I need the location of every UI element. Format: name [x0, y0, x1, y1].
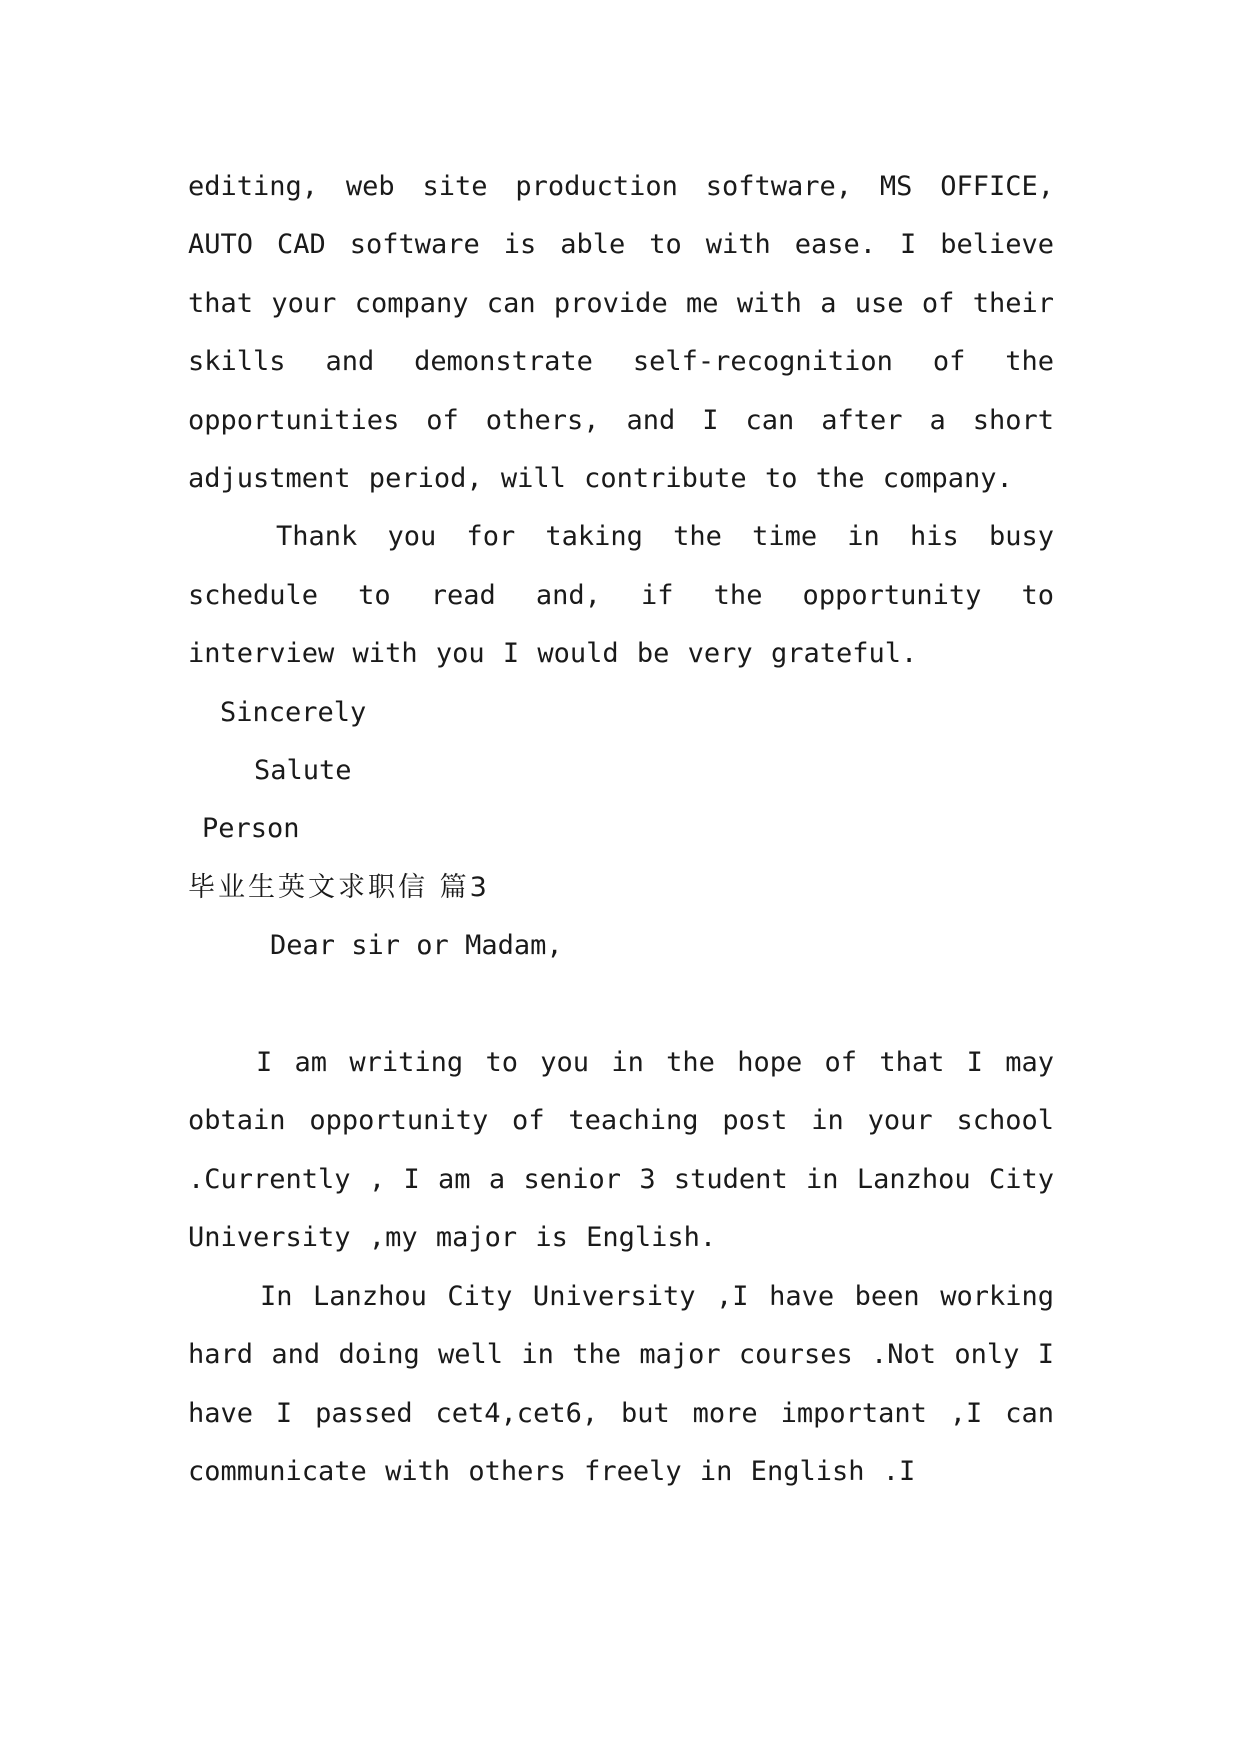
paragraph-intro: I am writing to you in the hope of that I may obtain opportunity of teaching post in your school .Currently , I am a senior 3 student in Lanzhou City University ,my major is English.: [188, 1047, 1054, 1254]
blank-line: [188, 976, 1054, 1034]
paragraph-thanks: Thank you for taking the time in his busy schedule to read and, if the opportunity to interview with you I would be very grateful.: [188, 521, 1054, 670]
document-body: [188, 158, 1054, 1501]
closing-sincerely: Sincerely: [220, 696, 367, 728]
paragraph-study: In Lanzhou City University ,I have been working hard and doing well in the major courses .Not only I have I passed cet4,cet6, but more important ,I can communicate with others freely in English .I: [188, 1280, 1054, 1487]
closing-salute: Salute: [254, 755, 352, 787]
paragraph-continuation: editing, web site production software, MS OFFICE, AUTO CAD software is able to with ease. I believe that your company can provide me with a use of their skills and demonstrate self-recognition of the opportunities of others, and I can after a short adjustment period, will contribute to the company.: [188, 171, 1054, 495]
letter-greeting: Dear sir or Madam,: [270, 930, 563, 962]
section-heading: 毕业生英文求职信 篇3: [188, 871, 490, 903]
closing-person: Person: [202, 813, 300, 845]
